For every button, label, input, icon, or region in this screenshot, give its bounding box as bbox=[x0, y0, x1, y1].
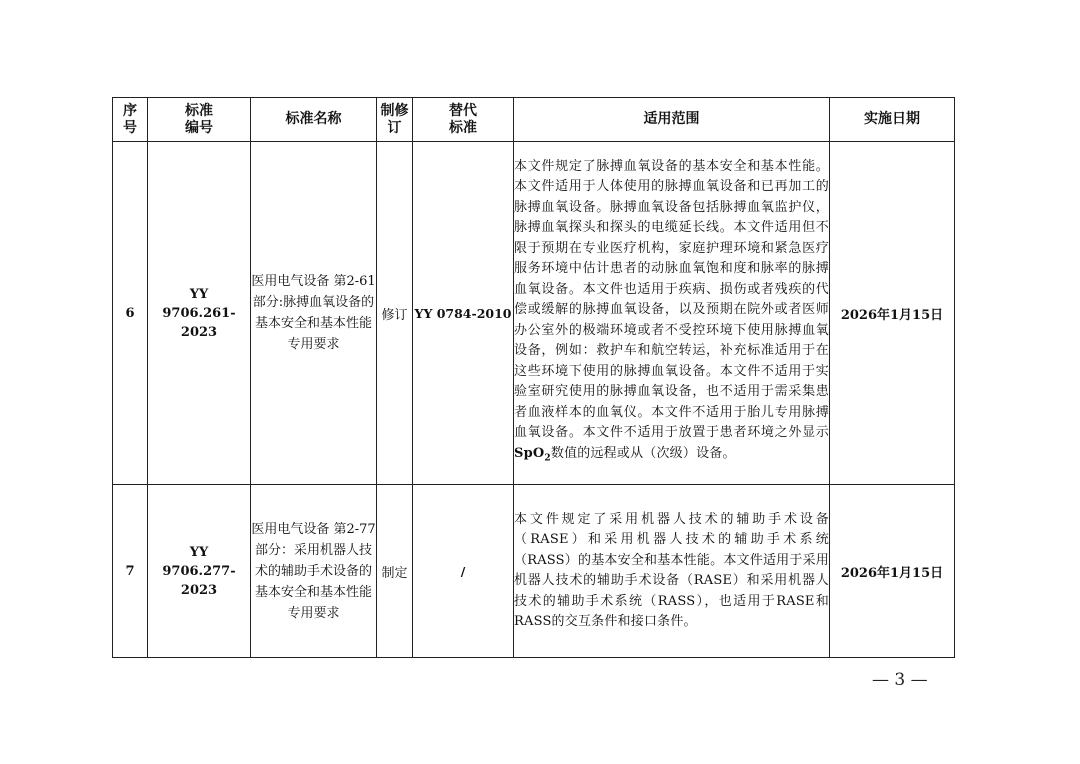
row-type: 制定 bbox=[377, 485, 413, 658]
row-name: 医用电气设备 第2-61部分:脉搏血氧设备的基本安全和基本性能专用要求 bbox=[251, 142, 377, 485]
row-scope bbox=[514, 142, 830, 485]
row-code-line1: YY bbox=[189, 286, 209, 302]
header-scope: 适用范围 bbox=[514, 98, 830, 142]
row-date: 2026年1月15日 bbox=[830, 142, 955, 485]
row-code-line1: YY bbox=[189, 544, 209, 560]
header-seq: 序号 bbox=[113, 98, 148, 142]
table-row bbox=[113, 485, 955, 658]
row-name: 医用电气设备 第2-77部分：采用机器人技术的辅助手术设备的基本安全和基本性能专用要求 bbox=[251, 485, 377, 658]
row-seq: 6 bbox=[113, 142, 148, 485]
row-type: 修订 bbox=[377, 142, 413, 485]
standards-table bbox=[112, 97, 955, 658]
table-header-row bbox=[113, 98, 955, 142]
row-seq: 7 bbox=[113, 485, 148, 658]
row-code bbox=[148, 485, 251, 658]
header-code: 标准编号 bbox=[148, 98, 251, 142]
row-code-line2: 9706.277-2023 bbox=[162, 563, 236, 598]
row-scope-spo2: SpO$_2$ bbox=[514, 445, 551, 464]
row-code bbox=[148, 142, 251, 485]
row-scope: 本文件规定了采用机器人技术的辅助手术设备（RASE）和采用机器人技术的辅助手术系统（RASS）的基本安全和基本性能。本文件适用于采用机器人技术的辅助手术设备（RASE）和采用机器人技术的辅助手术系统（RASS），也适用于RASE和RASS的交互条件和接口条件。 bbox=[514, 485, 830, 658]
header-date: 实施日期 bbox=[830, 98, 955, 142]
header-replace: 替代标准 bbox=[413, 98, 514, 142]
row-replace: / bbox=[413, 485, 514, 658]
table-row bbox=[113, 142, 955, 485]
header-type: 制修订 bbox=[377, 98, 413, 142]
header-name: 标准名称 bbox=[251, 98, 377, 142]
row-date: 2026年1月15日 bbox=[830, 485, 955, 658]
row-code-line2: 9706.261-2023 bbox=[162, 305, 236, 340]
row-scope-text: 本文件规定了脉搏血氧设备的基本安全和基本性能。本文件适用于人体使用的脉搏血氧设备和已再加工的脉搏血氧设备。脉搏血氧设备包括脉搏血氧监护仪，脉搏血氧探头和探头的电缆延长线。本文件适用但不限于预期在专业医疗机构，家庭护理环境和紧急医疗服务环境中估计患者的动脉血氧饱和度和脉率的脉搏血氧设备。本文件也适用于疾病、损伤或者残疾的代偿或缓解的脉搏血氧设备，以及预期在院外或者医师办公室外的极端环境或者不受控环境下使用脉搏血氧设备，例如：救护车和航空转运，补充标准适用于在这些环境下使用的脉搏血氧设备。本文件不适用于实验室研究使用的脉搏血氧设备，也不适用于需采集患者血液样本的血氧仪。本文件不适用于胎儿专用脉搏血氧设备。本文件不适用于放置于患者环境之外显示 bbox=[514, 158, 829, 441]
row-replace: YY 0784-2010 bbox=[413, 142, 514, 485]
page-number: — 3 — bbox=[872, 670, 928, 690]
row-scope-tail: 数值的远程或从（次级）设备。 bbox=[550, 445, 736, 461]
